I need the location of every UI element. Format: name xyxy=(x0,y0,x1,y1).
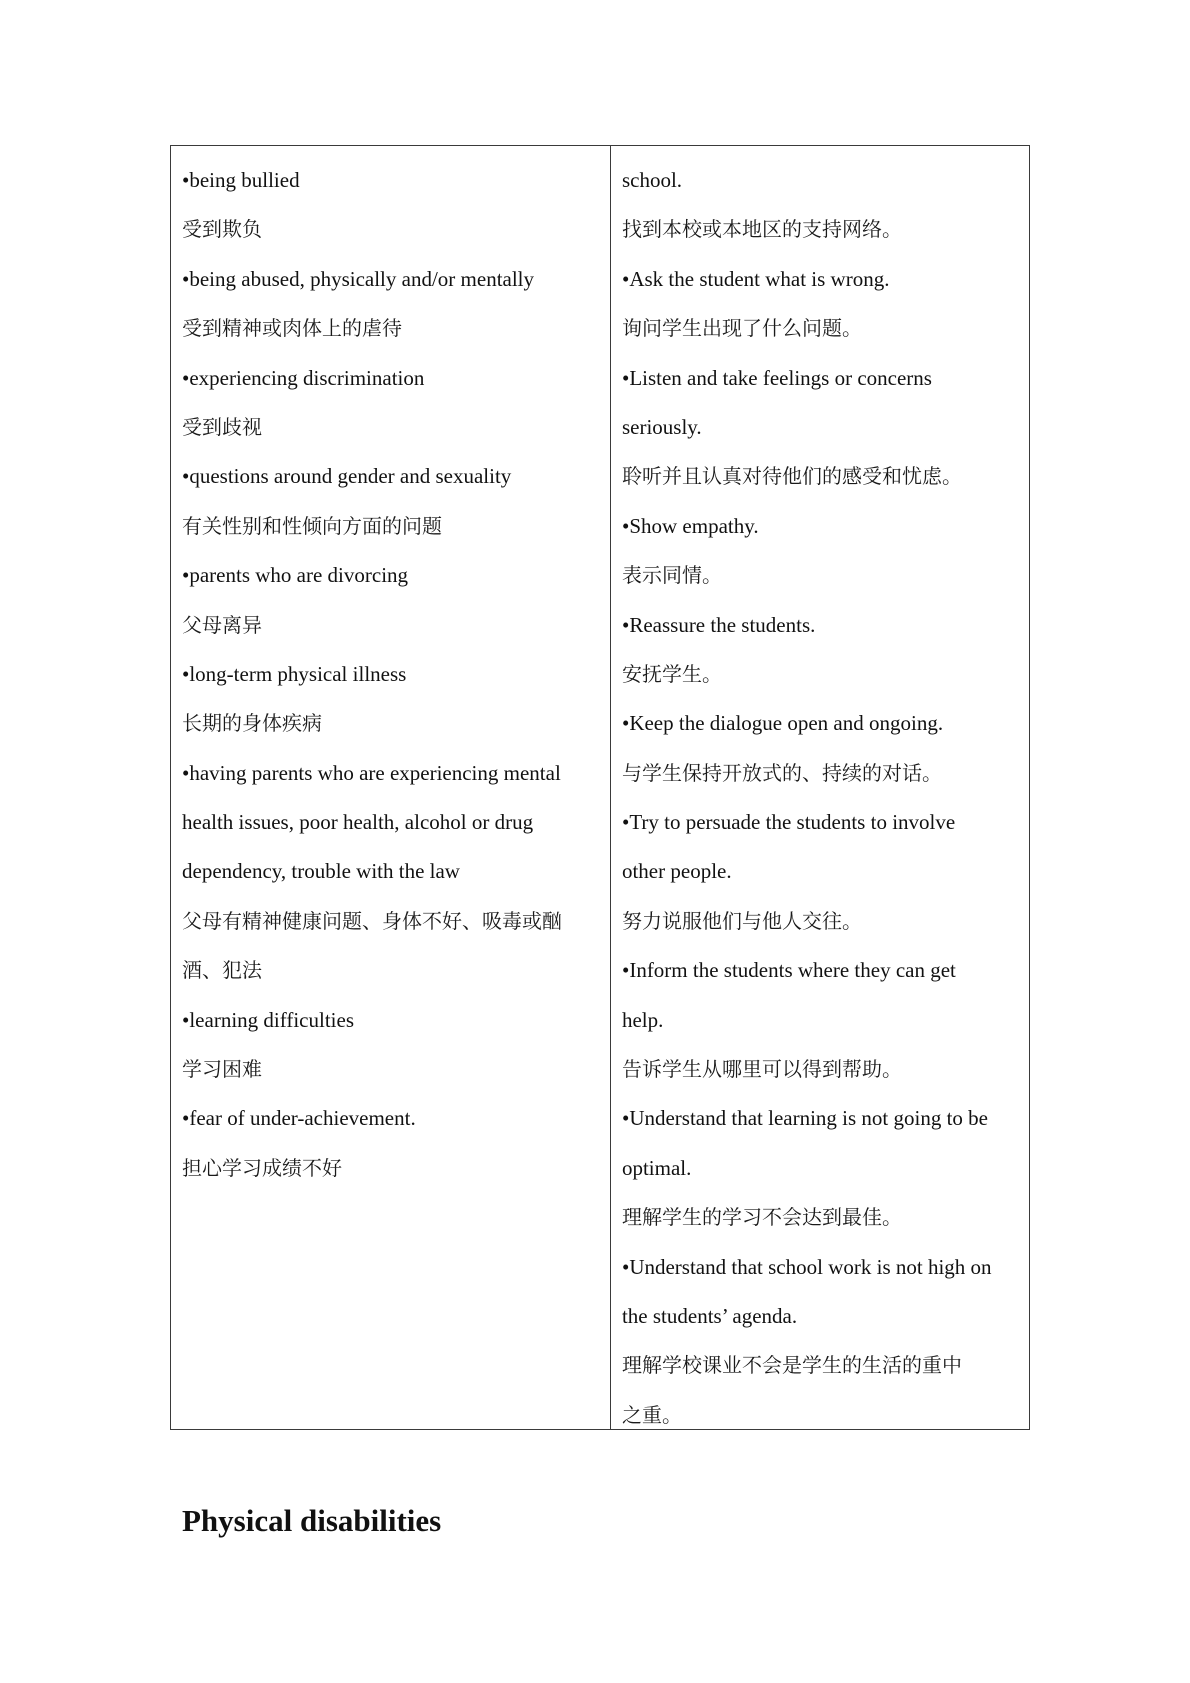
section-heading: Physical disabilities xyxy=(182,1503,442,1538)
right-column-line: 理解学校课业不会是学生的生活的重中 xyxy=(621,1353,962,1378)
left-column-line: 父母离异 xyxy=(182,612,262,637)
right-column-line: •Listen and take feelings or concerns xyxy=(621,365,932,390)
right-column-line: 安抚学生。 xyxy=(621,661,722,686)
right-column-line: 之重。 xyxy=(621,1402,682,1427)
right-column-line: •Understand that school work is not high on xyxy=(621,1254,992,1279)
left-column-line: 酒、犯法 xyxy=(182,958,262,983)
left-column-line: •long-term physical illness xyxy=(182,661,407,686)
right-column-line: the students’ agenda. xyxy=(621,1303,798,1328)
right-column-line: •Inform the students where they can get xyxy=(621,958,956,983)
right-column xyxy=(611,146,1029,1429)
right-column-line: 询问学生出现了什么问题。 xyxy=(621,316,862,341)
left-column-line: •fear of under-achievement. xyxy=(182,1106,416,1131)
right-column-line: •Try to persuade the students to involve xyxy=(621,810,956,835)
right-column-line: optimal. xyxy=(621,1155,692,1180)
left-column-line: •parents who are divorcing xyxy=(182,563,409,588)
right-column-line: school. xyxy=(621,168,683,192)
right-column-line: •Show empathy. xyxy=(621,513,759,538)
right-column-line: 告诉学生从哪里可以得到帮助。 xyxy=(621,1057,902,1082)
left-column-line: •being abused, physically and/or mentally xyxy=(182,266,535,291)
left-column xyxy=(171,146,611,1429)
left-column-line: •learning difficulties xyxy=(182,1007,354,1032)
left-column-line: •having parents who are experiencing mental xyxy=(182,760,561,785)
right-column-line: •Ask the student what is wrong. xyxy=(621,266,890,291)
left-column-line: health issues, poor health, alcohol or drug xyxy=(182,810,534,835)
two-column-table xyxy=(170,145,1030,1430)
right-column-line: 与学生保持开放式的、持续的对话。 xyxy=(621,760,942,785)
left-column-line: 受到精神或肉体上的虐待 xyxy=(182,316,402,341)
right-column-line: help. xyxy=(621,1007,664,1032)
left-column-line: •experiencing discrimination xyxy=(182,365,425,390)
right-column-line: 努力说服他们与他人交往。 xyxy=(621,908,862,933)
left-column-line: dependency, trouble with the law xyxy=(182,859,460,884)
left-column-line: •being bullied xyxy=(182,168,300,192)
left-column-line: 父母有精神健康问题、身体不好、吸毒或酗 xyxy=(182,908,562,933)
left-column-line: 有关性别和性倾向方面的问题 xyxy=(182,513,442,538)
right-column-line: •Understand that learning is not going to be xyxy=(621,1106,989,1131)
left-column-line: •questions around gender and sexuality xyxy=(182,464,512,489)
right-column-line: 找到本校或本地区的支持网络。 xyxy=(621,217,902,242)
left-column-line: 受到歧视 xyxy=(182,414,262,439)
left-column-line: 受到欺负 xyxy=(182,217,262,242)
right-column-line: •Reassure the students. xyxy=(621,612,816,637)
left-column-line: 学习困难 xyxy=(182,1057,262,1082)
right-column-line: other people. xyxy=(621,859,732,884)
left-column-line: 担心学习成绩不好 xyxy=(182,1155,342,1180)
right-column-line: 聆听并且认真对待他们的感受和忧虑。 xyxy=(621,464,962,489)
right-column-line: 理解学生的学习不会达到最佳。 xyxy=(621,1205,902,1230)
left-column-line: 长期的身体疾病 xyxy=(182,711,322,736)
right-column-line: 表示同情。 xyxy=(621,563,722,588)
right-column-line: •Keep the dialogue open and ongoing. xyxy=(621,711,944,736)
right-column-line: seriously. xyxy=(621,414,702,439)
